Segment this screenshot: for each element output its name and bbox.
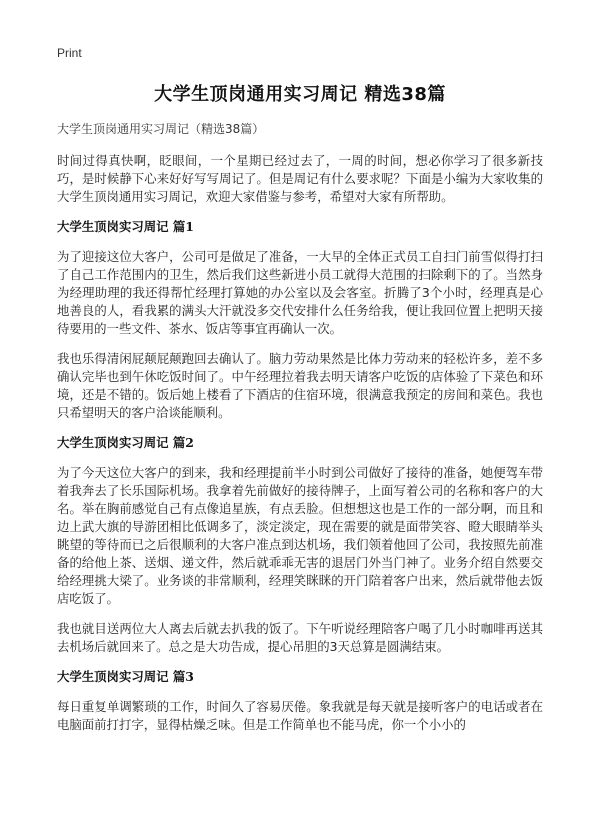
section-heading-3: 大学生顶岗实习周记 篇3 [57, 669, 194, 684]
section-2-paragraph-1: 为了今天这位大客户的到来，我和经理提前半小时到公司做好了接待的准备，她便驾车带着我奔去了长乐国际机场。我拿着先前做好的接待牌子，上面写着公司的名称和客户的大名。举在胸前感觉自己有点像追星族，有点丢脸。但想想这也是工作的一部分啊，而且和边上武大旗的导游团相比低调多了，淡定淡定，现在需要的就是面带笑容、瞪大眼睛举头眺望的等待而已之后很顺利的大客户准点到达机场，我们领着他回了公司，我按照先前准备的给他上茶、送烟、递文件，然后就乖乖无害的退居门外当门神了。业务介绍自然要交给经理挑大梁了。业务谈的非常顺利，经理笑眯眯的开门陪着客户出来，然后就带他去饭店吃饭了。 [57, 465, 543, 606]
intro-paragraph: 时间过得真快啊，眨眼间，一个星期已经过去了，一周的时间，想必你学习了很多新技巧，是时候静下心来好好写写周记了。但是周记有什么要求呢？下面是小编为大家收集的大学生顶岗通用实习周记，欢迎大家借鉴与参考，希望对大家有所帮助。 [57, 153, 543, 204]
section-2-paragraph-2: 我也就目送两位大人离去后就去扒我的饭了。下午听说经理陪客户喝了几小时咖啡再送其去机场后就回来了。总之是大功告成，提心吊胆的3天总算是圆满结束。 [57, 621, 543, 654]
page-title: 大学生顶岗通用实习周记 精选38篇 [154, 84, 446, 105]
section-1-paragraph-2: 我也乐得清闲屁颠屁颠跑回去确认了。脑力劳动果然是比体力劳动来的轻松许多，差不多确认完毕也到午休吃饭时间了。中午经理拉着我去明天请客户吃饭的店体验了下菜色和环境，还是不错的。饭后她上楼看了下酒店的住宿环境，很满意我预定的房间和菜色。我也只希望明天的客户洽谈能顺利。 [57, 351, 543, 420]
section-1-paragraph-1: 为了迎接这位大客户，公司可是做足了准备，一大早的全体正式员工自扫门前雪似得打扫了自己工作范围内的卫生，然后我们这些新进小员工就得大范围的扫除剩下的了。当然身为经理助理的我还得帮忙经理打算她的办公室以及会客室。折腾了3个小时，经理真是心地善良的人，看我累的满头大汗就没多交代安排什么任务给我，便让我回位置上把明天接待要用的一些文件、茶水、饭店等事宜再确认一次。 [57, 249, 543, 336]
section-heading-1: 大学生顶岗实习周记 篇1 [57, 219, 194, 234]
section-heading-2: 大学生顶岗实习周记 篇2 [57, 435, 194, 450]
document-body [57, 120, 543, 746]
intro-subtitle: 大学生顶岗通用实习周记（精选38篇） [57, 122, 265, 136]
section-3-paragraph-1: 每日重复单调繁琐的工作，时间久了容易厌倦。象我就是每天就是接听客户的电话或者在电脑面前打打字，显得枯燥乏味。但是工作简单也不能马虎，你一个小小的 [57, 699, 543, 732]
print-label: Print [57, 46, 82, 60]
